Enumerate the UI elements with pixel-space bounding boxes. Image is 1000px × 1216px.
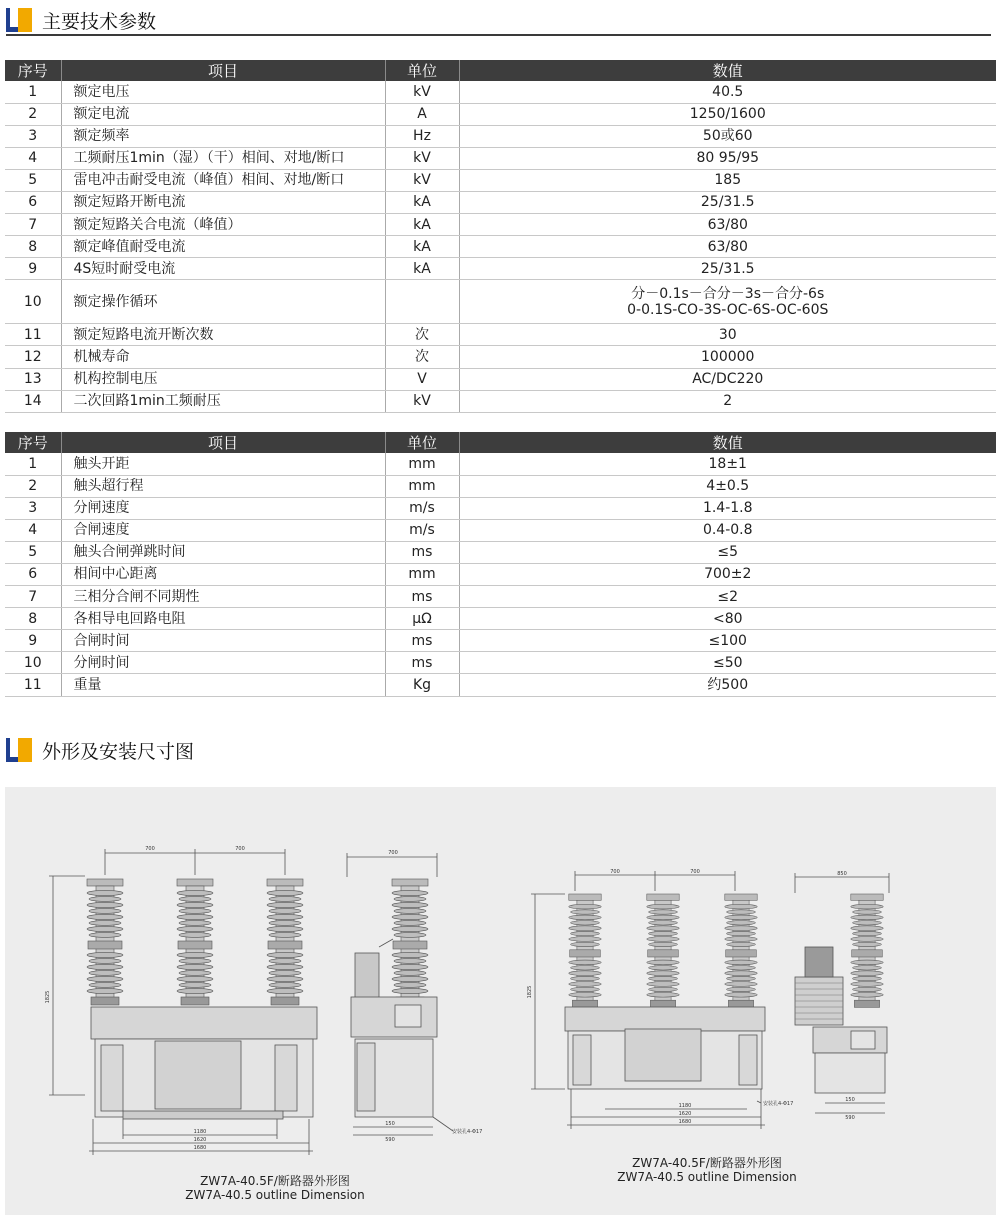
table-row <box>5 258 996 280</box>
row-value: 63/80 <box>459 236 996 258</box>
table-row <box>5 103 996 125</box>
row-value: 1250/1600 <box>459 103 996 125</box>
row-unit: μΩ <box>385 608 459 630</box>
table-row <box>5 674 996 696</box>
row-item: 二次回路1min工频耐压 <box>61 390 385 412</box>
outline-drawing-panel <box>5 787 996 1215</box>
row-item: 三相分合闸不同期性 <box>61 586 385 608</box>
row-value: 185 <box>459 169 996 191</box>
row-unit: kA <box>385 191 459 213</box>
row-index: 5 <box>5 541 61 563</box>
row-unit: mm <box>385 453 459 475</box>
dim-label: 700 <box>145 846 155 852</box>
table-row <box>5 586 996 608</box>
main-specs-table <box>5 60 996 413</box>
row-index: 6 <box>5 191 61 213</box>
row-item: 触头开距 <box>61 453 385 475</box>
row-unit: kV <box>385 81 459 103</box>
caption-en: ZW7A-40.5 outline Dimension <box>617 1170 797 1185</box>
row-value: 1.4-1.8 <box>459 497 996 519</box>
row-index: 2 <box>5 103 61 125</box>
table-row <box>5 147 996 169</box>
row-value-line: 0-0.1S-CO-3S-OC-6S-OC-60S <box>627 301 829 318</box>
row-item: 额定短路关合电流（峰值） <box>61 214 385 236</box>
section-divider <box>6 34 991 36</box>
dim-label: 1680 <box>193 1145 207 1151</box>
table-row <box>5 652 996 674</box>
front-view-2 <box>531 871 765 1129</box>
table-row <box>5 125 996 147</box>
dim-label: 150 <box>845 1097 855 1103</box>
row-item: 各相导电回路电阻 <box>61 608 385 630</box>
table-row <box>5 346 996 368</box>
row-unit: mm <box>385 563 459 585</box>
dim-label: 850 <box>837 871 847 877</box>
row-value: 18±1 <box>459 453 996 475</box>
row-value: 2 <box>459 390 996 412</box>
side-view-1 <box>347 853 453 1135</box>
row-unit: kA <box>385 214 459 236</box>
row-index: 6 <box>5 563 61 585</box>
row-item: 分闸时间 <box>61 652 385 674</box>
table-row <box>5 519 996 541</box>
row-value: ≤100 <box>459 630 996 652</box>
table-row <box>5 390 996 412</box>
mechanical-specs-table <box>5 432 996 697</box>
row-unit: m/s <box>385 497 459 519</box>
caption-en: ZW7A-40.5 outline Dimension <box>185 1188 365 1203</box>
row-index: 7 <box>5 586 61 608</box>
row-value: ≤2 <box>459 586 996 608</box>
dim-label: 1825 <box>45 990 51 1004</box>
row-value: 700±2 <box>459 563 996 585</box>
table-row <box>5 324 996 346</box>
row-value: 25/31.5 <box>459 191 996 213</box>
table-row <box>5 475 996 497</box>
row-unit: Hz <box>385 125 459 147</box>
row-unit: Kg <box>385 674 459 696</box>
dim-label: 安装孔4-Φ17 <box>763 1101 794 1107</box>
row-index: 9 <box>5 630 61 652</box>
row-unit: 次 <box>385 346 459 368</box>
section-header-drawings <box>6 737 194 763</box>
row-item: 额定短路电流开断次数 <box>61 324 385 346</box>
table-row <box>5 280 996 324</box>
row-index: 8 <box>5 236 61 258</box>
header-value: 数值 <box>459 432 996 453</box>
dim-label: 590 <box>385 1137 395 1143</box>
table-header-row <box>5 60 996 81</box>
drawing-caption-1 <box>175 1174 375 1203</box>
row-unit: kV <box>385 390 459 412</box>
section-marker-icon <box>6 8 32 32</box>
row-index: 3 <box>5 125 61 147</box>
row-item: 机构控制电压 <box>61 368 385 390</box>
table-row <box>5 630 996 652</box>
row-unit: kV <box>385 169 459 191</box>
table-row <box>5 541 996 563</box>
section-marker-icon <box>6 738 32 762</box>
row-unit <box>385 280 459 324</box>
header-item: 项目 <box>61 432 385 453</box>
row-index: 4 <box>5 519 61 541</box>
table-row <box>5 236 996 258</box>
header-index: 序号 <box>5 432 61 453</box>
table-row <box>5 169 996 191</box>
row-index: 5 <box>5 169 61 191</box>
header-index: 序号 <box>5 60 61 81</box>
dim-label: 1825 <box>527 985 533 999</box>
dim-label: 1680 <box>678 1119 692 1125</box>
dim-label: 1620 <box>193 1137 207 1143</box>
row-item: 雷电冲击耐受电流（峰值）相间、对地/断口 <box>61 169 385 191</box>
header-unit: 单位 <box>385 60 459 81</box>
row-value: ≤5 <box>459 541 996 563</box>
row-item: 重量 <box>61 674 385 696</box>
row-value: 40.5 <box>459 81 996 103</box>
table-header-row <box>5 432 996 453</box>
dim-label: 1180 <box>193 1129 207 1135</box>
drawing-caption-2 <box>607 1156 807 1185</box>
row-item: 机械寿命 <box>61 346 385 368</box>
row-unit: V <box>385 368 459 390</box>
row-item: 触头合闸弹跳时间 <box>61 541 385 563</box>
dim-label: 150 <box>385 1121 395 1127</box>
row-item: 相间中心距离 <box>61 563 385 585</box>
row-value: 80 95/95 <box>459 147 996 169</box>
row-index: 7 <box>5 214 61 236</box>
front-view-1 <box>49 849 317 1155</box>
row-value-line: 分－0.1s－合分－3s－合分-6s <box>631 285 825 302</box>
row-unit: ms <box>385 652 459 674</box>
row-unit: kA <box>385 258 459 280</box>
row-unit: ms <box>385 541 459 563</box>
row-index: 1 <box>5 81 61 103</box>
row-value: 50或60 <box>459 125 996 147</box>
side-view-2 <box>795 873 889 1113</box>
row-unit: ms <box>385 630 459 652</box>
row-item: 4S短时耐受电流 <box>61 258 385 280</box>
row-value: 63/80 <box>459 214 996 236</box>
dim-label: 700 <box>235 846 245 852</box>
section-title: 外形及安装尺寸图 <box>42 740 195 763</box>
row-index: 3 <box>5 497 61 519</box>
row-index: 10 <box>5 652 61 674</box>
table-row <box>5 497 996 519</box>
table-row <box>5 214 996 236</box>
row-unit: A <box>385 103 459 125</box>
row-item: 额定频率 <box>61 125 385 147</box>
table-row <box>5 191 996 213</box>
table-row <box>5 453 996 475</box>
row-index: 13 <box>5 368 61 390</box>
row-unit: mm <box>385 475 459 497</box>
dim-label: 700 <box>610 869 620 875</box>
row-value: ≤50 <box>459 652 996 674</box>
row-index: 8 <box>5 608 61 630</box>
row-unit: kV <box>385 147 459 169</box>
row-item: 额定操作循环 <box>61 280 385 324</box>
row-value <box>459 280 996 324</box>
row-item: 触头超行程 <box>61 475 385 497</box>
row-value: 30 <box>459 324 996 346</box>
row-item: 额定短路开断电流 <box>61 191 385 213</box>
caption-cn: ZW7A-40.5F/断路器外形图 <box>632 1156 782 1170</box>
row-index: 11 <box>5 674 61 696</box>
row-index: 14 <box>5 390 61 412</box>
dim-label: 安装孔4-Φ17 <box>452 1129 483 1135</box>
row-item: 工频耐压1min（湿）（干）相间、对地/断口 <box>61 147 385 169</box>
row-index: 4 <box>5 147 61 169</box>
row-value: AC/DC220 <box>459 368 996 390</box>
row-item: 分闸速度 <box>61 497 385 519</box>
row-unit: 次 <box>385 324 459 346</box>
row-value: <80 <box>459 608 996 630</box>
table-row <box>5 608 996 630</box>
row-item: 额定电压 <box>61 81 385 103</box>
row-item: 额定电流 <box>61 103 385 125</box>
table-row <box>5 368 996 390</box>
row-index: 1 <box>5 453 61 475</box>
row-unit: kA <box>385 236 459 258</box>
outline-drawings <box>5 787 996 1215</box>
row-unit: m/s <box>385 519 459 541</box>
section-header-specs <box>6 7 156 33</box>
row-unit: ms <box>385 586 459 608</box>
dim-label: 1620 <box>678 1111 692 1117</box>
row-index: 12 <box>5 346 61 368</box>
row-value: 100000 <box>459 346 996 368</box>
row-value: 4±0.5 <box>459 475 996 497</box>
table-row <box>5 563 996 585</box>
row-value: 0.4-0.8 <box>459 519 996 541</box>
dim-label: 700 <box>388 850 398 856</box>
row-index: 2 <box>5 475 61 497</box>
row-index: 10 <box>5 280 61 324</box>
row-value: 25/31.5 <box>459 258 996 280</box>
row-item: 合闸时间 <box>61 630 385 652</box>
row-item: 额定峰值耐受电流 <box>61 236 385 258</box>
section-title: 主要技术参数 <box>42 10 157 33</box>
dim-label: 1180 <box>678 1103 692 1109</box>
row-index: 9 <box>5 258 61 280</box>
header-unit: 单位 <box>385 432 459 453</box>
table-row <box>5 81 996 103</box>
header-value: 数值 <box>459 60 996 81</box>
row-item: 合闸速度 <box>61 519 385 541</box>
dim-label: 590 <box>845 1115 855 1121</box>
row-index: 11 <box>5 324 61 346</box>
caption-cn: ZW7A-40.5F/断路器外形图 <box>200 1174 350 1188</box>
header-item: 项目 <box>61 60 385 81</box>
row-value: 约500 <box>459 674 996 696</box>
dim-label: 700 <box>690 869 700 875</box>
